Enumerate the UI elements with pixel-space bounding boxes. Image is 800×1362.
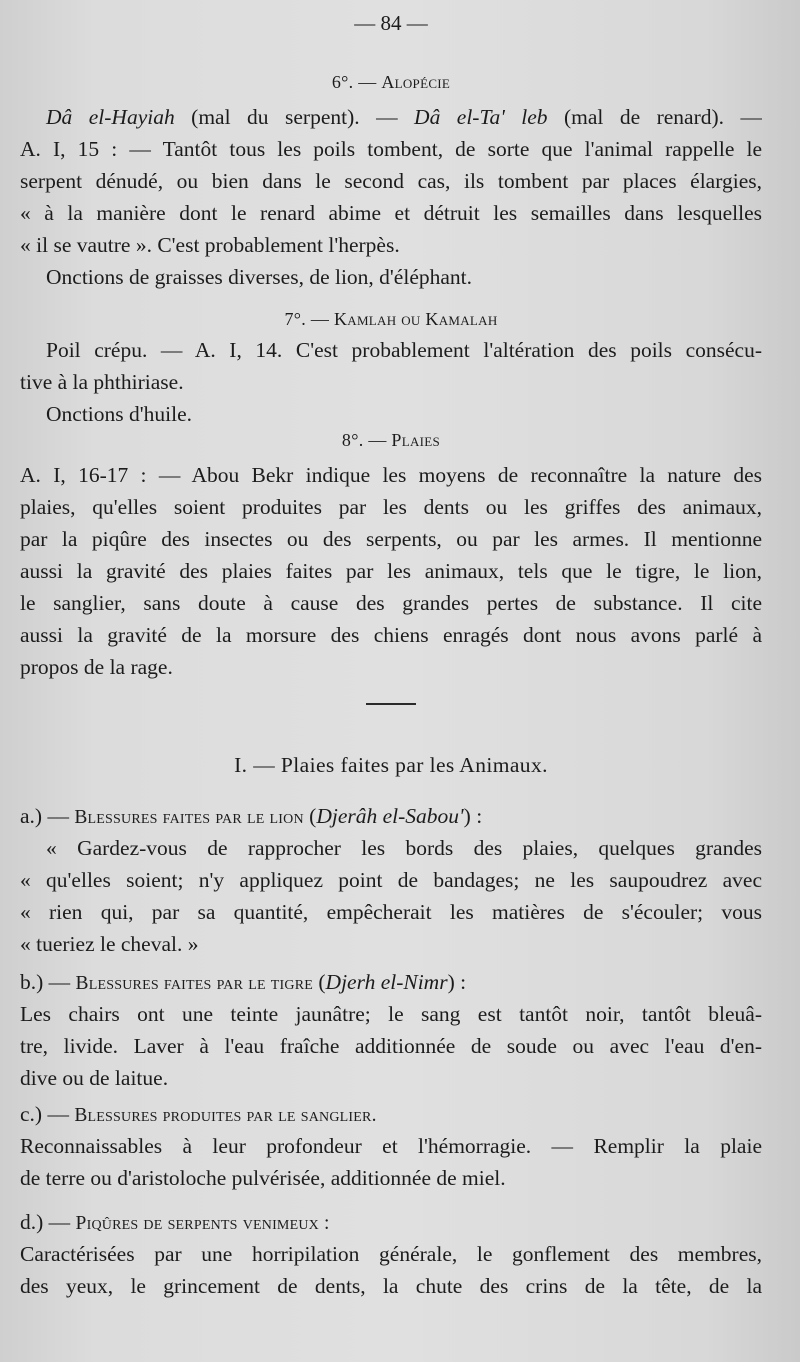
subsection-a-heading (20, 800, 762, 832)
subsection-a-line-4: « tueriez le cheval. » (20, 932, 199, 956)
section-7-number: 7°. — (284, 309, 334, 329)
subsection-c-line-2: de terre ou d'aristoloche pulvérisée, additionnée de miel. (20, 1166, 506, 1190)
section-7-line-2: tive à la phthiriase. (20, 370, 184, 394)
subsection-b-line-3: dive ou de laitue. (20, 1066, 169, 1090)
page-content (20, 8, 762, 1302)
section-8-number: 8°. — (341, 430, 392, 450)
subsection-a (20, 800, 762, 960)
section-8-line-2: plaies, qu'elles soient produites par les dents ou les griffes des animaux, (20, 495, 762, 519)
subsection-c-prefix: c.) — (20, 1102, 75, 1126)
section-6-title: Alopécie (381, 72, 451, 92)
subsection-a-line-1: « Gardez-vous de rapprocher les bords des plaies, quelques grandes (46, 836, 762, 860)
section-6-number: 6°. — (331, 72, 382, 92)
subsection-b-heading (20, 966, 762, 998)
subsection-b-title: Blessures faites par le tigre (75, 973, 313, 994)
text: ( (313, 970, 326, 994)
subsection-b (20, 966, 762, 1094)
section-6-line-3: serpent dénudé, ou bien dans le second cas, ils tombent par places élargies, (20, 169, 762, 193)
subsection-a-prefix: a.) — (20, 804, 75, 828)
arabic-term-hayiah: Dâ el-Hayiah (46, 105, 175, 129)
section-6-heading (20, 72, 762, 93)
section-8-heading (20, 430, 762, 451)
section-6-line-1 (20, 101, 762, 133)
subsection-d-title: Piqûres de serpents venimeux : (75, 1213, 330, 1234)
section-6-line-4: « à la manière dont le renard abime et détruit les semailles dans lesquelles (20, 201, 762, 225)
subsection-c-title: Blessures produites par le sanglier. (74, 1105, 377, 1126)
section-divider (366, 703, 416, 705)
section-6-line-6: Onctions de graisses diverses, de lion, d'éléphant. (46, 265, 473, 289)
section-6-body (20, 101, 762, 293)
section-7-line-1: Poil crépu. — A. I, 14. C'est probablement l'altération des poils consécu- (46, 338, 762, 362)
section-7-heading (20, 309, 762, 330)
subsection-a-title: Blessures faites par le lion (74, 807, 304, 828)
subsection-d-line-1: Caractérisées par une horripilation générale, le gonflement des membres, (20, 1242, 762, 1266)
arabic-term-djerh: Djerh el-Nimr (325, 970, 448, 994)
text: ) : (447, 970, 467, 994)
text: (mal du serpent). — (174, 105, 415, 129)
section-8-title: Plaies (391, 430, 441, 450)
section-8-body (20, 459, 762, 683)
part-1-heading: I. — Plaies faites par les Animaux. (234, 753, 548, 777)
section-8-line-4: aussi la gravité des plaies faites par les animaux, tels que le tigre, le lion, (20, 559, 762, 583)
subsection-c-heading (20, 1098, 762, 1130)
section-8-line-5: le sanglier, sans doute à cause des grandes pertes de substance. Il cite (20, 591, 762, 615)
subsection-a-line-3: « rien qui, par sa quantité, empêcherait les matières de s'écouler; vous (20, 900, 762, 924)
section-8-line-6: aussi la gravité de la morsure des chiens enragés dont nous avons parlé à (20, 623, 762, 647)
text: ) : (463, 804, 483, 828)
section-6-line-5: « il se vautre ». C'est probablement l'herpès. (20, 233, 400, 257)
arabic-term-taleb: Dâ el-Ta' leb (414, 105, 548, 129)
section-6-line-2: A. I, 15 : — Tantôt tous les poils tombent, de sorte que l'animal rappelle le (20, 137, 762, 161)
section-8-line-1: A. I, 16-17 : — Abou Bekr indique les moyens de reconnaître la nature des (20, 463, 762, 487)
page-number: — 84 — (354, 11, 428, 35)
subsection-c (20, 1098, 762, 1194)
arabic-term-djerah: Djerâh el-Sabou' (316, 804, 464, 828)
text: ( (303, 804, 317, 828)
subsection-a-line-2: « qu'elles soient; n'y appliquez point de bandages; ne les saupoudrez avec (20, 868, 762, 892)
section-8-line-7: propos de la rage. (20, 655, 173, 679)
section-8-line-3: par la piqûre des insectes ou des serpents, ou par les armes. Il mentionne (20, 527, 762, 551)
subsection-d-heading (20, 1206, 762, 1238)
subsection-b-line-1: Les chairs ont une teinte jaunâtre; le sang est tantôt noir, tantôt bleuâ- (20, 1002, 762, 1026)
section-7-body (20, 334, 762, 430)
subsection-b-prefix: b.) — (20, 970, 76, 994)
subsection-d (20, 1206, 762, 1302)
subsection-c-line-1: Reconnaissables à leur profondeur et l'hémorragie. — Remplir la plaie (20, 1134, 762, 1158)
subsection-d-prefix: d.) — (20, 1210, 76, 1234)
subsection-d-line-2: des yeux, le grincement de dents, la chute des crins de la tête, de la (20, 1274, 762, 1298)
text: (mal de renard). — (547, 105, 762, 129)
section-7-title: Kamlah ou Kamalah (333, 309, 498, 329)
subsection-b-line-2: tre, livide. Laver à l'eau fraîche additionnée de soude ou avec l'eau d'en- (20, 1034, 762, 1058)
section-7-line-3: Onctions d'huile. (46, 402, 192, 426)
